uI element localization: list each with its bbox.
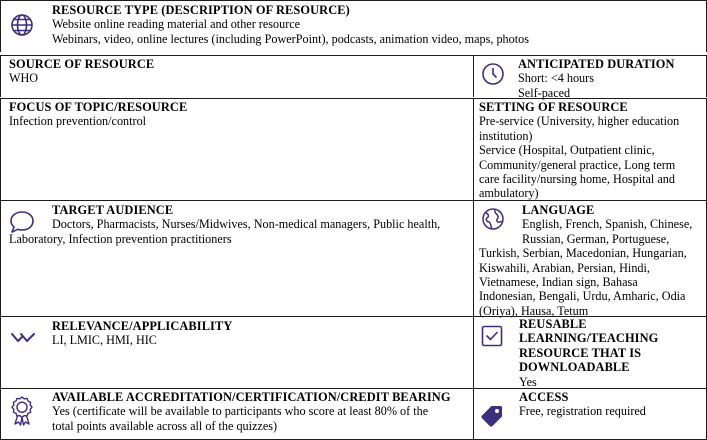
language-cell [473,200,707,316]
price-tag-icon [480,403,504,427]
language-line: Vietnamese, Indian sign, Bahasa [479,275,638,290]
reusable-heading: RESOURCE THAT IS [519,345,642,360]
language-line: English, French, Spanish, Chinese, [522,217,693,232]
access-cell [473,388,707,440]
setting-line: care facility/nursing home, Hospital and [479,172,675,187]
language-line: Indonesian, Bengali, Urdu, Amharic, Odia [479,289,686,304]
resource-type-line1: Website online reading material and other resource [52,17,301,32]
reusable-cell [473,316,707,388]
focus-cell [0,98,474,200]
setting-cell [473,98,707,200]
language-line: Turkish, Serbian, Macedonian, Hungarian, [479,246,687,261]
reusable-value: Yes [519,374,537,389]
source-heading: SOURCE OF RESOURCE [9,57,155,71]
reusable-heading: REUSABLE [519,317,587,331]
award-badge-icon [10,396,34,426]
relevance-value: LI, LMIC, HMI, HIC [52,333,157,348]
relevance-chevron-icon [10,330,36,348]
language-line: Kiswahili, Arabian, Persian, Hindi, [479,260,650,275]
source-cell [0,55,474,97]
setting-line: institution) [479,128,533,143]
focus-heading: FOCUS OF TOPIC/RESOURCE [9,100,188,114]
language-heading: LANGUAGE [522,203,595,217]
duration-cell [473,55,707,100]
accreditation-cell [0,388,474,440]
accreditation-heading: AVAILABLE ACCREDITATION/CERTIFICATION/CREDIT BEARING [52,390,451,404]
clock-icon [481,62,505,86]
duration-heading: ANTICIPATED DURATION [518,57,675,71]
resource-type-cell [0,0,707,52]
resource-type-line2: Webinars, video, online lectures (including PowerPoint), podcasts, animation video, maps, photos [52,31,529,46]
setting-line: Pre-service (University, higher education [479,114,680,129]
globe-icon [10,13,34,37]
access-heading: ACCESS [519,390,569,404]
source-value: WHO [9,71,39,86]
checkbox-icon [481,325,503,347]
duration-line1: Short: <4 hours [518,71,594,86]
reusable-heading: LEARNING/TEACHING [519,331,659,346]
accreditation-line2: total points available across all of the quizzes) [52,418,278,433]
relevance-cell [0,316,474,388]
access-value: Free, registration required [519,404,646,419]
target-audience-line2: Laboratory, Infection prevention practitioners [9,231,232,246]
setting-line: ambulatory) [479,186,539,201]
setting-line: Community/general practice, Long term [479,157,676,172]
target-audience-line1: Doctors, Pharmacists, Nurses/Midwives, Non-medical managers, Public health, [52,217,441,232]
focus-value: Infection prevention/control [9,114,147,129]
reusable-heading: DOWNLOADABLE [519,360,630,375]
language-line: Russian, German, Portuguese, [522,231,670,246]
target-audience-cell [0,200,474,316]
resource-type-heading: RESOURCE TYPE (DESCRIPTION OF RESOURCE) [52,3,350,17]
target-audience-heading: TARGET AUDIENCE [52,203,174,217]
duration-line2: Self-paced [518,85,571,100]
accreditation-line1: Yes (certificate will be available to participants who score at least 80% of the [52,404,429,419]
relevance-heading: RELEVANCE/APPLICABILITY [52,319,233,333]
language-line: (Oriya), Hausa, Tetum [479,303,589,318]
setting-line: Service (Hospital, Outpatient clinic, [479,143,655,158]
setting-heading: SETTING OF RESOURCE [479,100,628,114]
